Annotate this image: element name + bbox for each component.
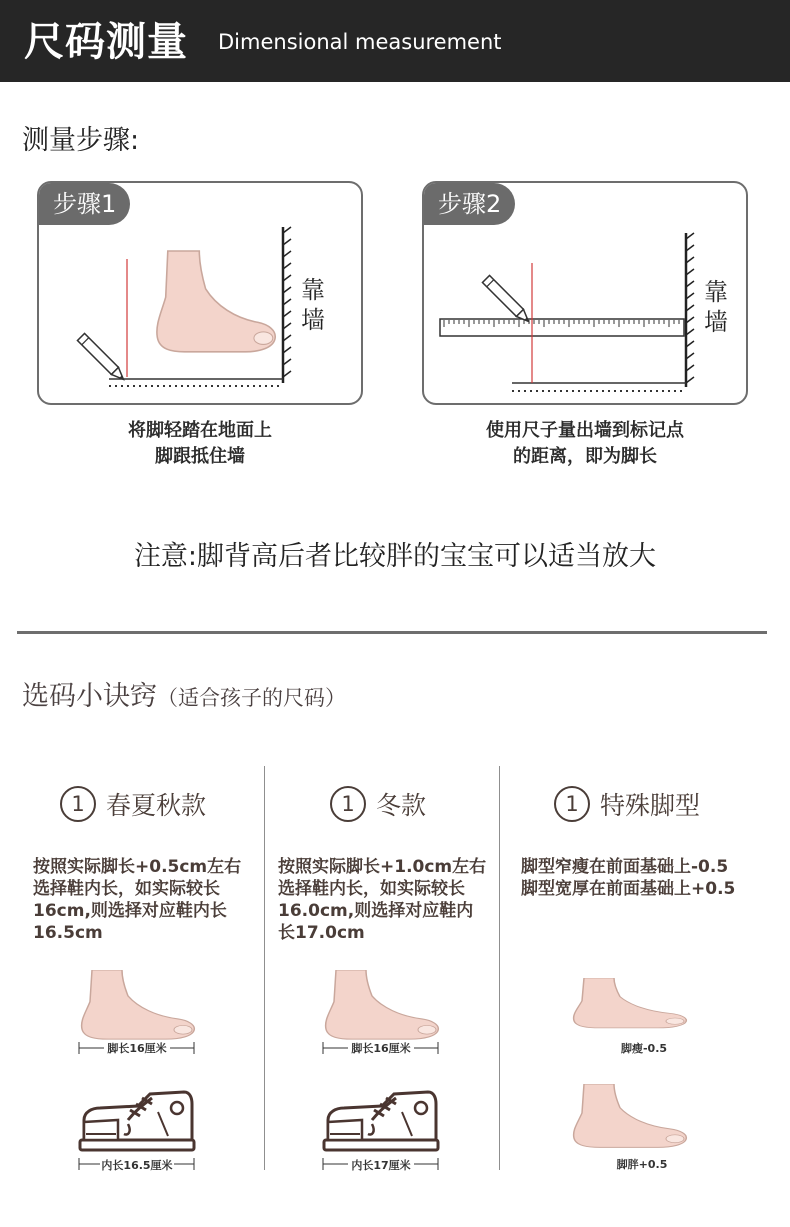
ruler: [440, 319, 684, 336]
col1-foot-label: 脚长16厘米: [107, 1042, 167, 1055]
wall-label: 靠 墙: [301, 276, 325, 334]
step1-caption: 将脚轻踏在地面上 脚跟抵住墙: [128, 420, 272, 467]
col3-heading: 1 特殊脚型: [554, 786, 700, 826]
page-subtitle: Dimensional measurement: [218, 30, 502, 54]
thin-foot-label: 脚瘦-0.5: [620, 1042, 668, 1055]
col1-heading: 1 春夏秋款: [60, 786, 206, 826]
step1-badge: 步骤1: [39, 183, 130, 225]
col2-text: 按照实际脚长+1.0cm左右 选择鞋内长，如实际较长 16.0cm,则选择对应鞋内 长17.0cm: [278, 857, 487, 943]
pencil-icon: [77, 333, 126, 382]
column-divider: [499, 766, 500, 1170]
fat-foot-icon: [572, 1084, 692, 1154]
foot-icon: [157, 251, 275, 352]
number-circle-icon: 1: [60, 786, 96, 822]
col2-shoe-label: 内长17厘米: [351, 1159, 411, 1172]
wall-label: 靠 墙: [704, 278, 728, 336]
number-circle-icon: 1: [554, 786, 590, 822]
steps-title: 测量步骤:: [22, 125, 140, 156]
pencil-icon: [482, 275, 531, 324]
tips-title-sub: （适合孩子的尺码）: [157, 686, 346, 710]
note-text: 注意:脚背高后者比较胖的宝宝可以适当放大: [133, 541, 657, 572]
column-divider: [264, 766, 265, 1170]
step2-card: [422, 181, 748, 405]
tips-title: [22, 674, 346, 713]
step2-badge: 步骤2: [424, 183, 515, 225]
col2-foot-label: 脚长16厘米: [351, 1042, 411, 1055]
col3-text: 脚型窄瘦在前面基础上-0.5 脚型宽厚在前面基础上+0.5: [521, 857, 736, 899]
col2-heading: 1 冬款: [330, 786, 426, 826]
step1-card: [37, 181, 363, 405]
fat-foot-label: 脚胖+0.5: [616, 1158, 668, 1171]
step2-caption: 使用尺子量出墙到标记点 的距离，即为脚长: [486, 420, 684, 467]
page-title: 尺码测量: [24, 19, 188, 65]
number-circle-icon: 1: [330, 786, 366, 822]
col1-text: 按照实际脚长+0.5cm左右 选择鞋内长，如实际较长 16cm,则选择对应鞋内长 16.5cm: [33, 857, 242, 943]
section-divider: [17, 631, 767, 634]
tips-title-main: 选码小诀窍: [22, 681, 157, 712]
col1-shoe-label: 内长16.5厘米: [101, 1159, 173, 1172]
thin-foot-icon: [572, 978, 692, 1034]
